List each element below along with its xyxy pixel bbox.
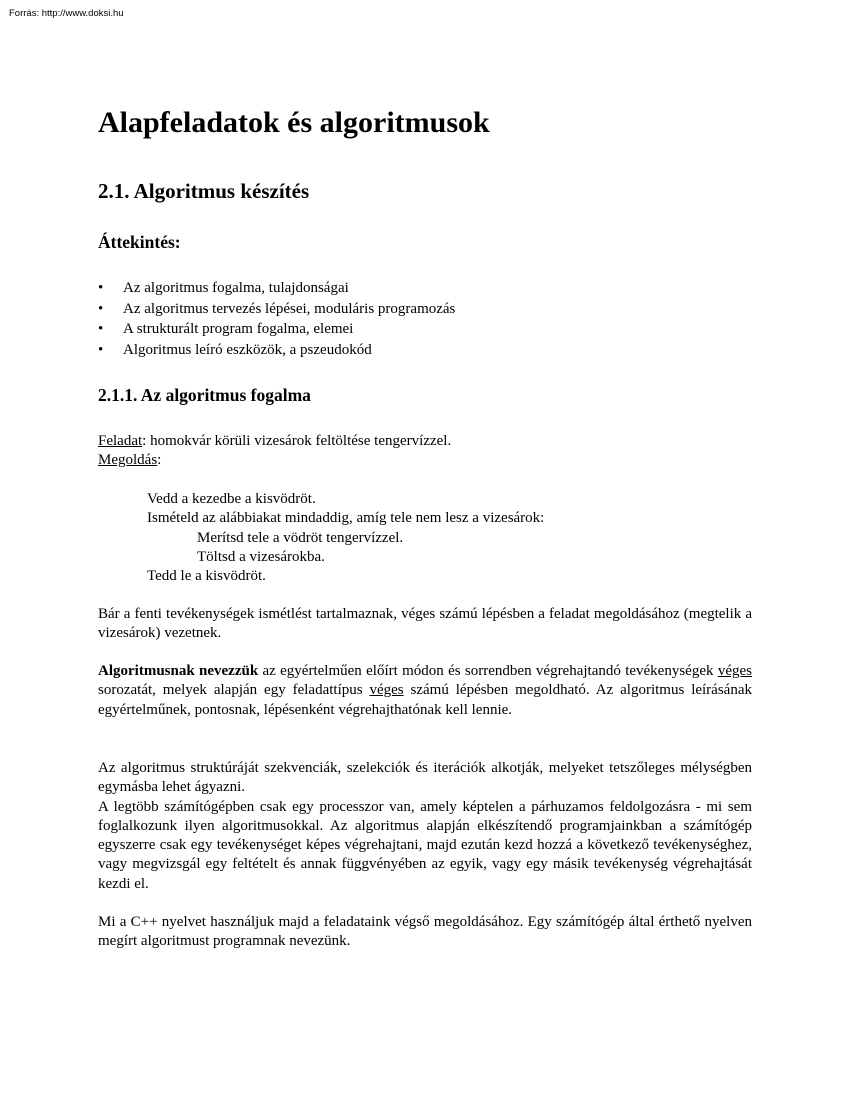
page-title: Alapfeladatok és algoritmusok bbox=[98, 106, 490, 139]
solution-label: Megoldás bbox=[98, 452, 158, 469]
list-item: • A strukturált program fogalma, elemei bbox=[98, 319, 455, 340]
definition-text: az egyértelműen előírt módon és sorrendben végrehajtandó tevékenységek bbox=[258, 663, 718, 679]
overview-list bbox=[98, 278, 455, 360]
underlined-word: véges bbox=[717, 663, 752, 679]
list-item: • Az algoritmus tervezés lépései, moduláris programozás bbox=[98, 299, 455, 320]
paragraph-structure-a: Az algoritmus struktúráját szekvenciák, szelekciók és iterációk alkotják, melyeket tetszőleges mélységben egymásba lehet ágyazni. bbox=[98, 760, 752, 796]
list-item: • Algoritmus leíró eszközök, a pszeudokód bbox=[98, 340, 455, 361]
section-heading: 2.1. Algoritmus készítés bbox=[98, 179, 310, 203]
underlined-word: véges bbox=[369, 682, 404, 699]
list-item: • Az algoritmus fogalma, tulajdonságai bbox=[98, 278, 455, 299]
task-text: : homokvár körüli vizesárok feltöltése tengervízzel. bbox=[142, 433, 452, 449]
paragraph-repetition: Bár a fenti tevékenységek ismétlést tartalmaznak, véges számú lépésben a feladat megoldásához (megtelik a vizesárok) vezetnek. bbox=[98, 606, 752, 642]
paragraph-definition bbox=[98, 662, 752, 720]
step: Ismételd az alábbiakat mindaddig, amíg tele nem lesz a vizesárok: bbox=[147, 510, 545, 527]
step: Tedd le a kisvödröt. bbox=[147, 568, 266, 585]
source-label: Forrás: http://www.doksi.hu bbox=[9, 8, 124, 19]
overview-heading: Áttekintés: bbox=[98, 232, 181, 252]
subsection-heading: 2.1.1. Az algoritmus fogalma bbox=[98, 385, 311, 405]
definition-term: Algoritmusnak nevezzük bbox=[98, 663, 259, 679]
step-nested: Töltsd a vizesárokba. bbox=[197, 548, 325, 565]
definition-text: sorozatát, melyek alapján egy feladattípus bbox=[98, 682, 370, 699]
paragraph-structure bbox=[98, 759, 752, 894]
definition-text: számú lépésben megoldható. Az algoritmus leírásának egyértelműnek, pontosnak, lépésenként végrehajthatónak kell lennie. bbox=[98, 682, 752, 718]
task-block bbox=[98, 432, 451, 471]
task-label: Feladat bbox=[98, 433, 143, 449]
algorithm-steps bbox=[147, 490, 544, 586]
step-nested: Merítsd tele a vödröt tengervízzel. bbox=[197, 529, 404, 546]
solution-suffix: : bbox=[157, 452, 162, 469]
paragraph-cpp: Mi a C++ nyelvet használjuk majd a feladataink végső megoldásához. Egy számítógép által érthető nyelven megírt algoritmust programnak nevezünk. bbox=[98, 914, 752, 950]
paragraph-structure-b: A legtöbb számítógépben csak egy processzor van, amely képtelen a párhuzamos feldolgozásra - mi sem foglalkozunk ilyen algoritmusokkal. Az algoritmus alapján elkészítendő programjainkban a számítógép egyszerre csak egy tevékenységet képes végrehajtani, majd ezután kezd hozzá a következő tevékenységhez, vagy megvizsgál egy feltételt és annak függvényében az egyik, vagy egy másik tevékenység végrehajtását kezdi el. bbox=[98, 798, 752, 892]
step: Vedd a kezedbe a kisvödröt. bbox=[147, 491, 316, 507]
